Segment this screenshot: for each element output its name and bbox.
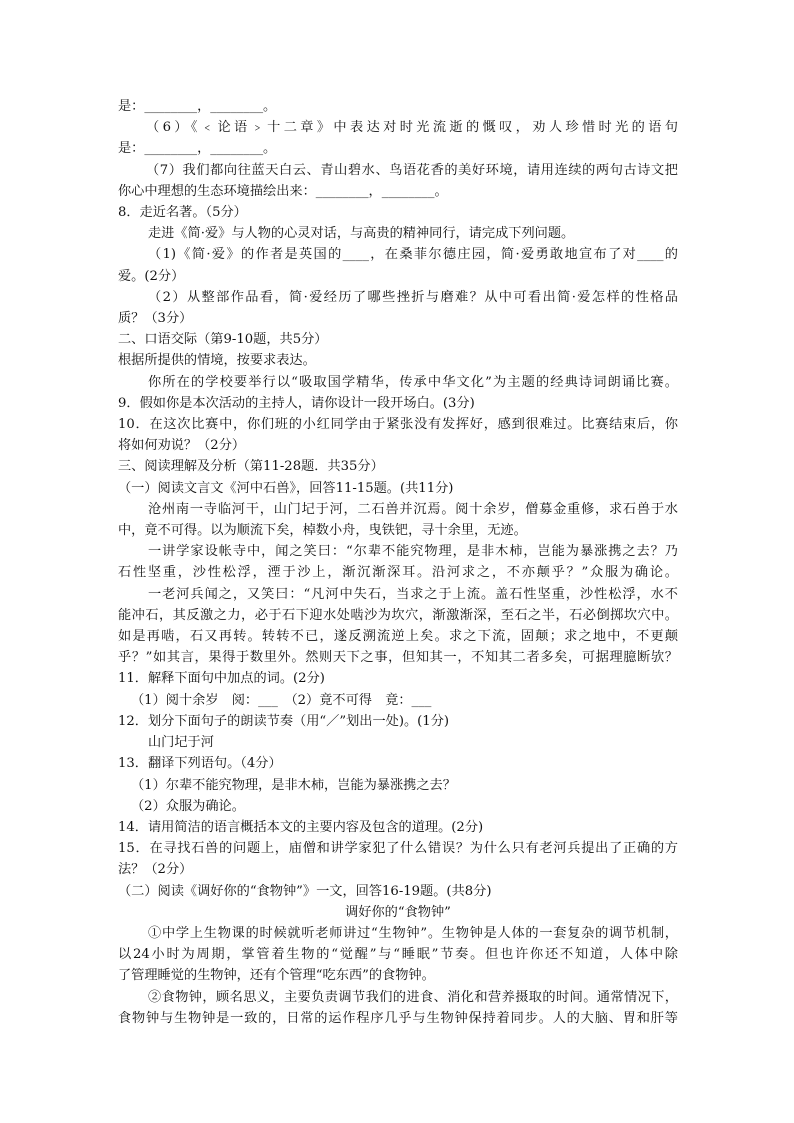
question-line: 12．划分下面句子的朗读节奏（用“／”划出一处)。(1分) <box>118 713 450 729</box>
section-heading: （二）阅读《调好你的“食物钟”》一文，回答16-19题。(共8分) <box>118 883 492 899</box>
question-line: 法？（2分） <box>118 862 193 878</box>
text-line: 你所在的学校要举行以“吸取国学精华，传承中华文化”为主题的经典诗词朗诵比赛。 <box>148 374 678 390</box>
text-line: （1)《简·爱》的作者是英国的____，在桑菲尔德庄园，简·爱勇敢地宣布了对____的 <box>148 247 678 263</box>
document-page <box>118 96 678 1029</box>
passage-line: ①中学上生物课的时候就听老师讲过“生物钟”。生物钟是人体的一套复杂的调节机制， <box>148 925 678 941</box>
text-line: （2）从整部作品看，简·爱经历了哪些挫折与磨难？从中可看出简·爱怎样的性格品 <box>148 289 678 305</box>
passage-line: 一老河兵闻之，又笑曰：“凡河中失石，当求之于上流。盖石性坚重，沙性松浮，水不 <box>148 586 678 602</box>
passage-line: 如是再啮，石又再转。转转不已，遂反溯流逆上矣。求之下流，固颠；求之地中，不更颠 <box>118 629 678 645</box>
text-line: 9．假如你是本次活动的主持人，请你设计一段开场白。(3分) <box>118 395 475 411</box>
question-line: 山门圮于河 <box>148 735 214 751</box>
text-line: 走进《简·爱》与人物的心灵对话，与高贵的精神同行，请完成下列问题。 <box>148 226 575 242</box>
passage-line: ②食物钟，顾名思义，主要负责调节我们的进食、消化和营养摄取的时间。通常情况下， <box>148 989 678 1005</box>
passage-line: 中，竟不可得。以为顺流下矣，棹数小舟，曳铁钯，寻十余里，无迹。 <box>118 523 527 539</box>
text-line: 是：________，________。 <box>118 99 277 114</box>
article-title: 调好你的“食物钟” <box>345 904 451 920</box>
text-line: 你心中理想的生态环境描绘出来：________，________。 <box>118 183 448 199</box>
text-line: （一）阅读文言文《河中石兽》，回答11-15题。(共11分) <box>118 480 454 496</box>
passage-line: 乎？”如其言，果得于数里外。然则天下之事，但知其一，不知其二者多矣，可据理臆断欤？ <box>118 650 678 666</box>
passage-line: 以24小时为周期，掌管着生物的“觉醒”与“睡眠”节奏。但也许你还不知道，人体中除 <box>118 947 678 963</box>
text-line: 是：________，________。 <box>118 141 277 157</box>
text-line: （6）《﹤论语﹥十二章》中表达对时光流逝的慨叹，劝人珍惜时光的语句 <box>146 120 678 136</box>
question-line: （2）众服为确论。 <box>131 798 245 814</box>
question-line: 13．翻译下列语句。（4分） <box>118 756 282 772</box>
text-line: 将如何劝说？（2分） <box>118 438 246 454</box>
section-heading: 二、口语交际（第9-10题，共5分） <box>118 332 328 348</box>
passage-line: 石性坚重，沙性松浮，湮于沙上，渐沉渐深耳。沿河求之，不亦颠乎？”众服为确论。 <box>118 565 678 581</box>
passage-line: 一讲学家设帐寺中，闻之笑曰：“尔辈不能究物理，是非木柿，岂能为暴涨携之去？乃 <box>148 544 678 560</box>
passage-line: 了管理睡觉的生物钟，还有个管理“吃东西”的食物钟。 <box>118 968 435 984</box>
question-line: （1）阅十余岁 阅：___ （2）竟不可得 竟：___ <box>131 692 432 708</box>
question-line: 14．请用简洁的语言概括本文的主要内容及包含的道理。(2分) <box>118 819 484 835</box>
passage-line: 沧州南一寺临河干，山门圮于河，二石兽并沉焉。阅十余岁，僧募金重修，求石兽于水 <box>148 501 678 517</box>
text-line: 根据所提供的情境，按要求表达。 <box>118 353 316 369</box>
question-line: （1）尔辈不能究物理，是非木柿，岂能为暴涨携之去？ <box>131 777 456 793</box>
text-line: （7）我们都向往蓝天白云、青山碧水、鸟语花香的美好环境，请用连续的两句古诗文把 <box>146 162 678 178</box>
passage-line: 食物钟与生物钟是一致的，日常的运作程序几乎与生物钟保持着同步。人的大脑、胃和肝等 <box>118 1010 678 1026</box>
text-line: 爱。(2分） <box>118 268 185 284</box>
text-line: 质？（3分） <box>118 311 193 327</box>
question-line: 11．解释下面句中加点的词。(2分) <box>118 671 325 687</box>
text-line: 10．在这次比赛中，你们班的小红同学由于紧张没有发挥好，感到很难过。比赛结束后，你 <box>118 417 678 433</box>
passage-line: 能冲石，其反激之力，必于石下迎水处啮沙为坎穴，渐激渐深，至石之半，石必倒掷坎穴中。 <box>118 607 678 623</box>
text-line: 8．走近名著。（5分） <box>118 205 247 221</box>
question-line: 15．在寻找石兽的问题上，庙僧和讲学家犯了什么错误？为什么只有老河兵提出了正确的方 <box>118 841 678 857</box>
section-heading: 三、阅读理解及分析（第11-28题．共35分） <box>118 459 384 475</box>
